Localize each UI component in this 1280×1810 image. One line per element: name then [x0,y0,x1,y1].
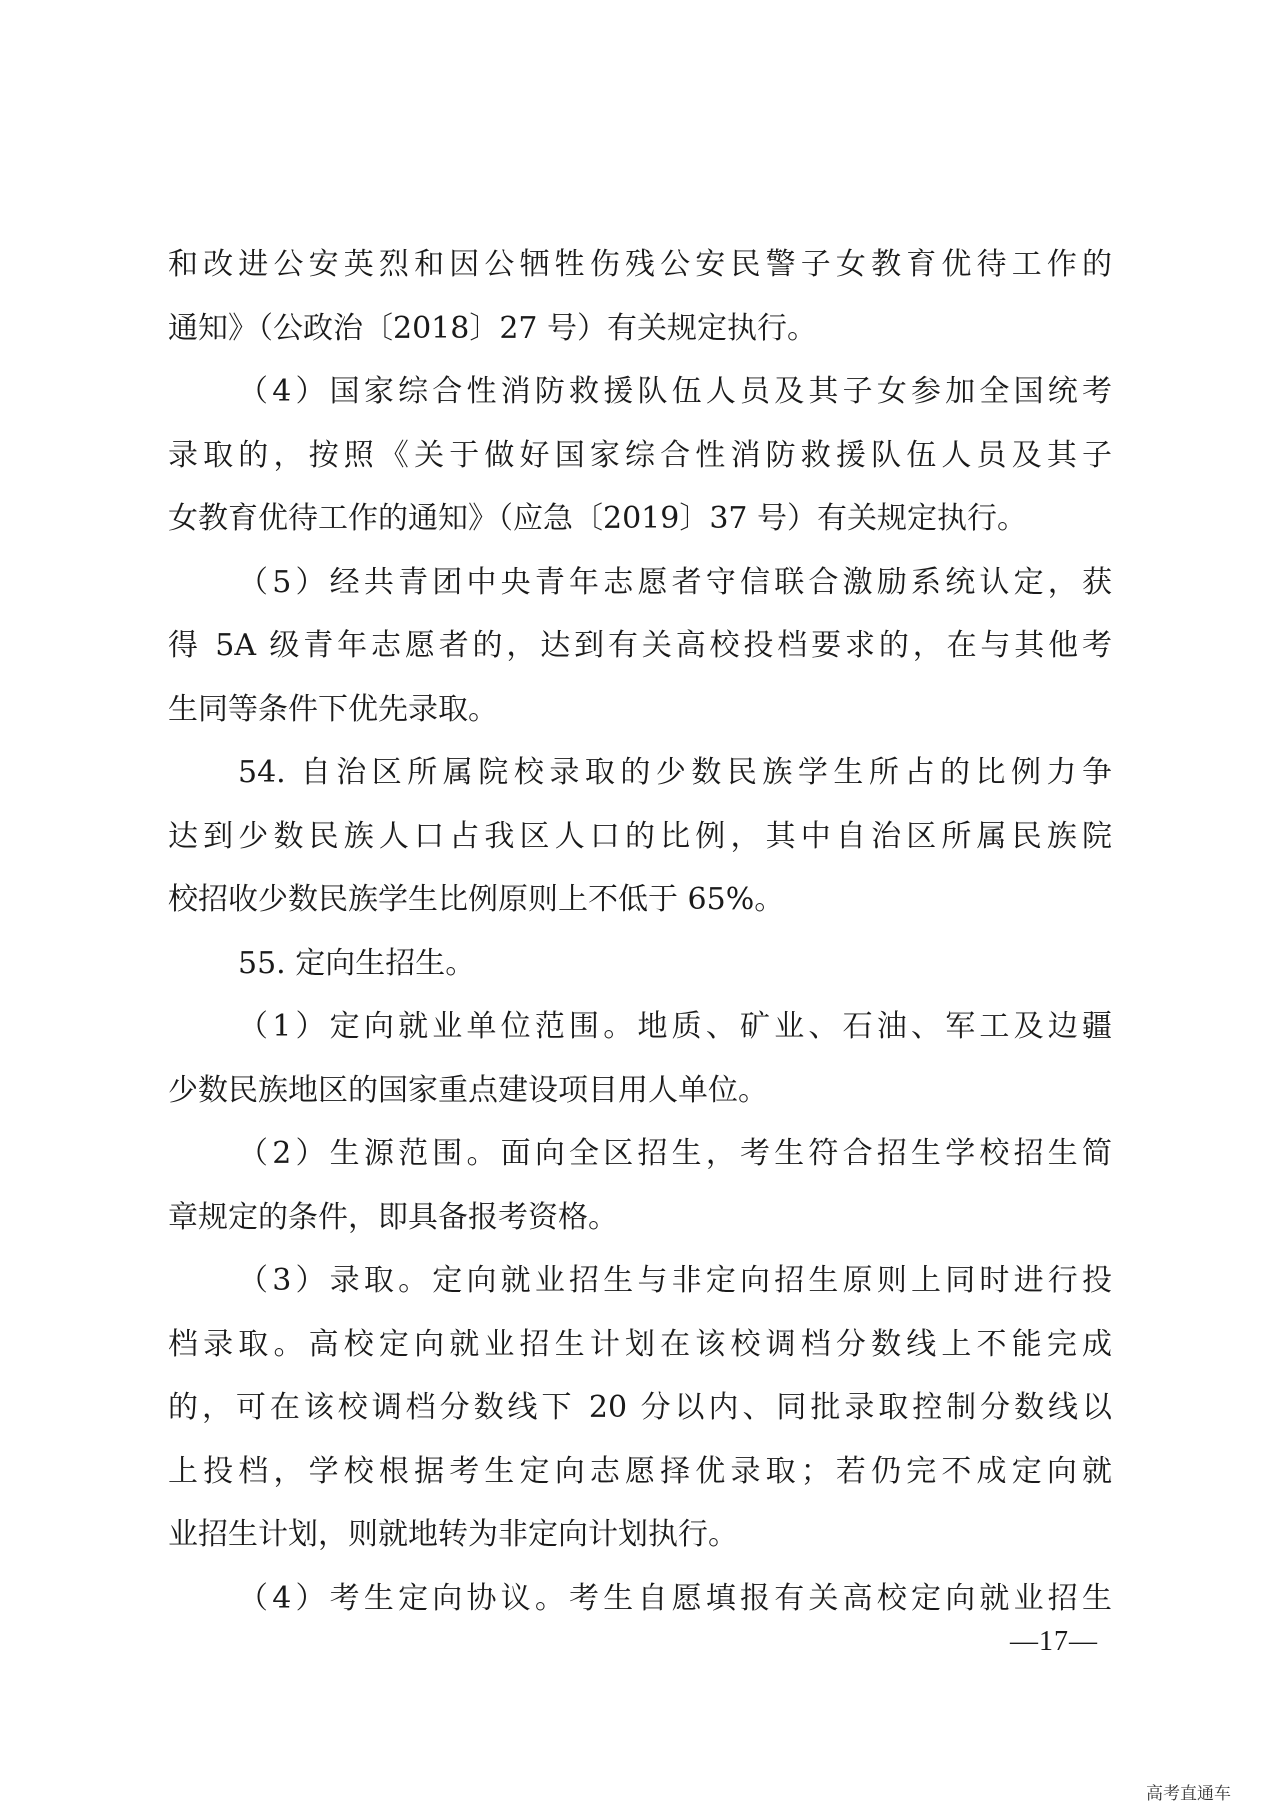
text-line: （5）经共青团中央青年志愿者守信联合激励系统认定，获 [238,564,1112,600]
text-line: 54. 自治区所属院校录取的少数民族学生所占的比例力争 [238,755,1112,790]
text-line: 通知》（公政治〔2018〕27 号）有关规定执行。 [168,310,818,346]
text-line: 达到少数民族人口占我区人口的比例，其中自治区所属民族院 [168,818,1112,854]
text-line: （3）录取。定向就业招生与非定向招生原则上同时进行投 [238,1263,1112,1298]
text-line: 得 5A 级青年志愿者的，达到有关高校投档要求的，在与其他考 [168,628,1112,663]
document-body [168,233,1112,1630]
text-line: （2）生源范围。面向全区招生，考生符合招生学校招生简 [238,1136,1112,1171]
text-line: 和改进公安英烈和因公牺牲伤残公安民警子女教育优待工作的 [168,247,1112,282]
text-line: 录取的，按照《关于做好国家综合性消防救援队伍人员及其子 [168,437,1112,473]
text-line: 少数民族地区的国家重点建设项目用人单位。 [168,1072,768,1108]
text-line: 55. 定向生招生。 [238,945,476,981]
text-line: 章规定的条件，即具备报考资格。 [168,1199,618,1235]
text-line: 生同等条件下优先录取。 [168,691,498,727]
text-line: 业招生计划，则就地转为非定向计划执行。 [168,1517,738,1552]
text-line: 女教育优待工作的通知》（应急〔2019〕37 号）有关规定执行。 [168,501,1028,536]
text-line: （4）国家综合性消防救援队伍人员及其子女参加全国统考 [238,374,1112,409]
text-line: 档录取。高校定向就业招生计划在该校调档分数线上不能完成 [168,1326,1112,1362]
text-line: （1）定向就业单位范围。地质、矿业、石油、军工及边疆 [238,1009,1112,1044]
page-number: —17— [1010,1626,1098,1657]
text-line: （4）考生定向协议。考生自愿填报有关高校定向就业招生 [238,1580,1112,1616]
text-line: 上投档，学校根据考生定向志愿择优录取；若仍完不成定向就 [168,1453,1112,1489]
watermark-text: 高考直通车 [1146,1784,1231,1804]
text-line: 的，可在该校调档分数线下 20 分以内、同批录取控制分数线以 [168,1390,1112,1425]
text-line: 校招收少数民族学生比例原则上不低于 65%。 [168,882,785,917]
